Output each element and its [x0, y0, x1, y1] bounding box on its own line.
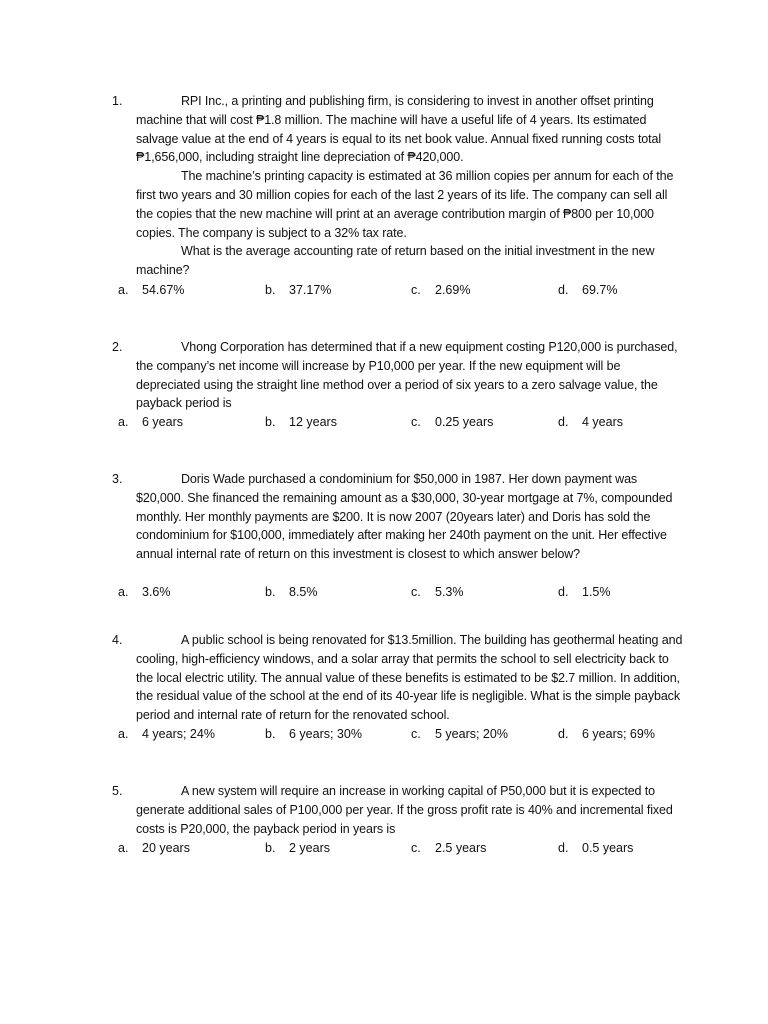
question-paragraph: The machine’s printing capacity is estimated at 36 million copies per annum for each of the first two years and 30 million copies for each of the last 2 years of its life. The company can sell all the copies that the new machine will print at an average contribution margin of ₱800 per 10,000 copies. The company is subject to a 32% tax rate.	[136, 169, 674, 240]
question-paragraph: What is the average accounting rate of return based on the initial investment in the new machine?	[136, 244, 655, 278]
choice-text: 20 years	[142, 841, 190, 855]
choice-text: 4 years; 24%	[142, 727, 215, 741]
choice-letter: a.	[118, 415, 129, 429]
question-text	[136, 92, 684, 280]
question-paragraph: Doris Wade purchased a condominium for $50,000 in 1987. Her down payment was $20,000. She financed the remaining amount as a $30,000, 30-year mortgage at 7%, compounded monthly. Her monthly payments are $200. It is now 2007 (20years later) and Doris has sold the condominium for $100,000, immediately after making her 240th payment on the unit. Her effective annual internal rate of return on this investment is closest to which answer below?	[136, 472, 673, 562]
choice-text: 6 years; 30%	[289, 727, 362, 741]
answer-choices	[0, 725, 768, 744]
choice-letter: b.	[265, 283, 276, 297]
choice-text: 2.5 years	[435, 841, 487, 855]
choice-letter: d.	[558, 283, 569, 297]
choice-text: 0.25 years	[435, 415, 494, 429]
choice-text: 6 years; 69%	[582, 727, 655, 741]
choice-text: 2.69%	[435, 283, 471, 297]
choice-letter: d.	[558, 415, 569, 429]
choice-letter: d.	[558, 841, 569, 855]
choice-text: 69.7%	[582, 283, 618, 297]
choice-letter: c.	[411, 727, 421, 741]
question-paragraph: A public school is being renovated for $13.5million. The building has geothermal heating and cooling, high-efficiency windows, and a solar array that permits the school to sell electricity back to the local electric utility. The annual value of these benefits is estimated to be $2.7 million. In addition, the residual value of the school at the end of its 40-year life is negligible. What is the simple payback period and internal rate of return for the renovated school.	[136, 633, 683, 723]
choice-letter: a.	[118, 585, 129, 599]
choice-text: 54.67%	[142, 283, 185, 297]
choice-text: 6 years	[142, 415, 183, 429]
question-paragraph: A new system will require an increase in working capital of P50,000 but it is expected to generate additional sales of P100,000 per year. If the gross profit rate is 40% and incremental fixed costs is P20,000, the payback period in years is	[136, 784, 673, 836]
question-text	[136, 338, 684, 413]
answer-choices	[0, 839, 768, 858]
question-text	[136, 470, 684, 564]
choice-letter: a.	[118, 841, 129, 855]
choice-letter: b.	[265, 415, 276, 429]
question-paragraph: Vhong Corporation has determined that if a new equipment costing P120,000 is purchased, the company’s net income will increase by P10,000 per year. If the new equipment will be depreciated using the straight line method over a period of six years to a zero salvage value, the payback period is	[136, 340, 678, 411]
choice-letter: d.	[558, 727, 569, 741]
choice-letter: c.	[411, 283, 421, 297]
question-number: 3.	[112, 472, 123, 486]
choice-text: 3.6%	[142, 585, 171, 599]
answer-choices	[0, 583, 768, 602]
answer-choices	[0, 413, 768, 432]
choice-text: 0.5 years	[582, 841, 634, 855]
choice-text: 1.5%	[582, 585, 611, 599]
question-paragraph: RPI Inc., a printing and publishing firm, is considering to invest in another offset printing machine that will cost ₱1.8 million. The machine will have a useful life of 4 years. Its estimated salvage value at the end of 4 years is equal to its net book value. Annual fixed running costs total ₱1,656,000, including straight line depreciation of ₱420,000.	[136, 94, 662, 165]
question-number: 4.	[112, 633, 123, 647]
choice-text: 5 years; 20%	[435, 727, 508, 741]
choice-letter: c.	[411, 841, 421, 855]
question-number: 5.	[112, 784, 123, 798]
choice-text: 5.3%	[435, 585, 464, 599]
choice-text: 8.5%	[289, 585, 318, 599]
choice-letter: c.	[411, 415, 421, 429]
question-number: 1.	[112, 94, 123, 108]
choice-letter: b.	[265, 585, 276, 599]
choice-letter: b.	[265, 841, 276, 855]
choice-letter: b.	[265, 727, 276, 741]
choice-text: 12 years	[289, 415, 337, 429]
question-text	[136, 782, 684, 838]
choice-letter: a.	[118, 727, 129, 741]
choice-text: 2 years	[289, 841, 330, 855]
question-text	[136, 631, 684, 725]
choice-letter: a.	[118, 283, 129, 297]
choice-text: 4 years	[582, 415, 623, 429]
choice-letter: c.	[411, 585, 421, 599]
choice-text: 37.17%	[289, 283, 332, 297]
choice-letter: d.	[558, 585, 569, 599]
answer-choices	[0, 281, 768, 300]
question-number: 2.	[112, 340, 123, 354]
